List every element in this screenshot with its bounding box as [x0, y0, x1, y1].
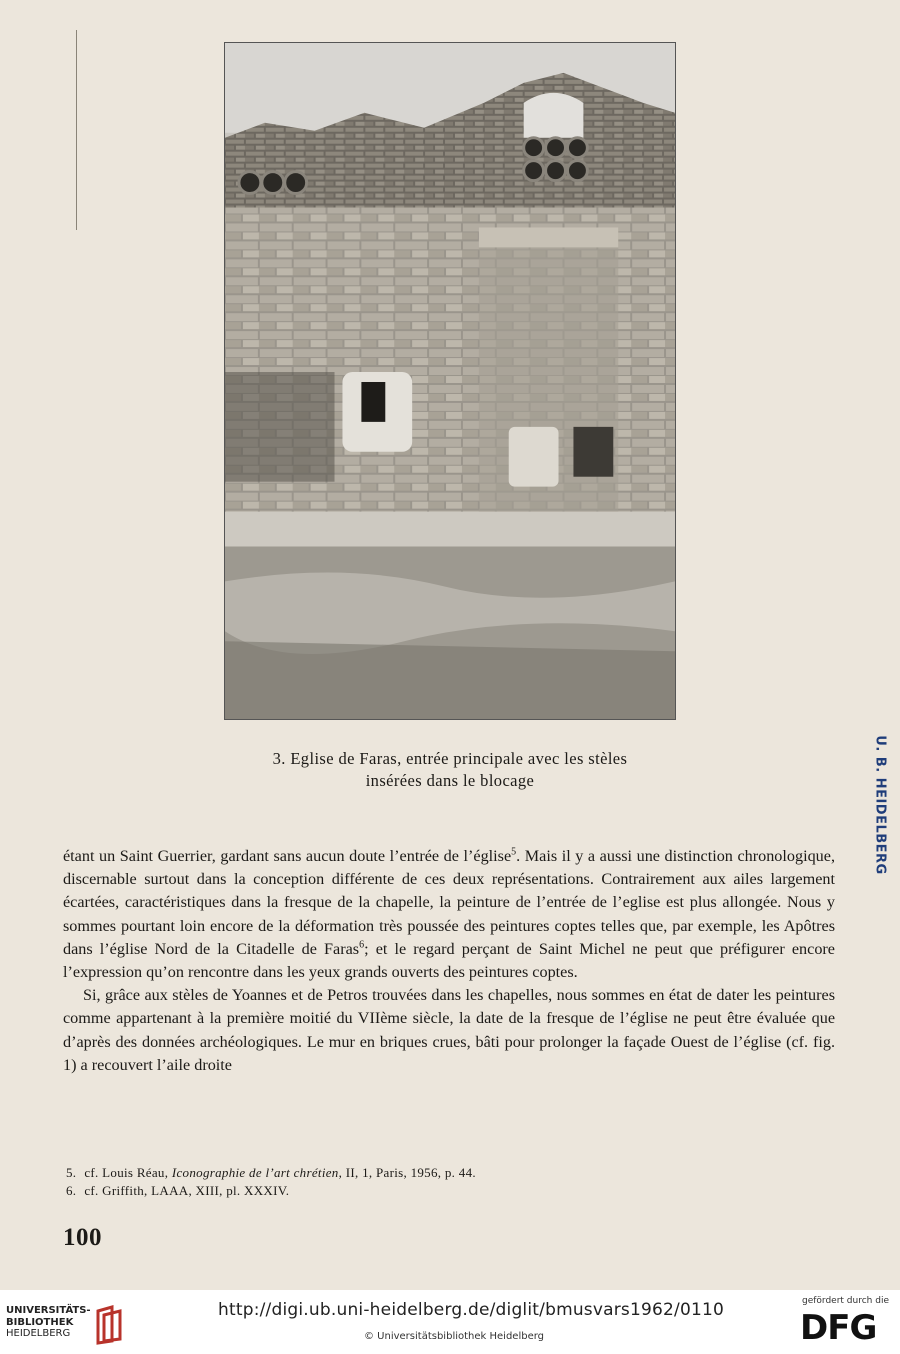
dfg-logo[interactable]: DFG [800, 1308, 877, 1348]
footnote-text: , II, 1, Paris, 1956, p. 44. [338, 1165, 476, 1180]
paragraph [63, 845, 835, 984]
church-facade-photo [224, 42, 676, 720]
footnote-ref[interactable]: 5 [511, 846, 517, 858]
stamp-text: U. B. HEIDELBERG [872, 735, 888, 875]
footnotes [66, 1164, 766, 1200]
page-number: 100 [63, 1224, 102, 1251]
footnote-text: cf. Griffith, LAAA, XIII, pl. XXXIV. [84, 1183, 290, 1198]
library-stamp [866, 730, 894, 880]
footnote-number: 5. [66, 1165, 77, 1180]
footnote-number: 6. [66, 1183, 77, 1198]
figure-caption [150, 748, 750, 792]
text-run: étant un Saint Guerrier, gardant sans aucun doute l’entrée de l’église [63, 847, 512, 865]
funder-label: gefördert durch die [802, 1296, 889, 1306]
ub-mark-icon [94, 1305, 124, 1345]
crop-mark [76, 30, 77, 230]
caption-line: insérées dans le blocage [365, 771, 535, 790]
footnote-title: Iconographie de l’art chrétien [171, 1165, 339, 1180]
footnote-text: cf. Louis Réau, [84, 1165, 172, 1180]
institution-line: UNIVERSITÄTS- [6, 1305, 91, 1316]
footnote [66, 1164, 766, 1182]
institution-name [6, 1305, 91, 1340]
footnote [66, 1182, 766, 1200]
body-text [63, 845, 835, 1077]
paragraph: Si, grâce aux stèles de Yoannes et de Petros trouvées dans les chapelles, nous sommes en état de dater les peintures comme appartenant à la première moitié du VIIème siècle, la date de la fresque de l’église ne peut être évaluée que d’après des données archéologiques. Le mur en briques crues, bâti pour prolonger la façade Ouest de l’église (cf. fig. 1) a recouvert l’aile droite [63, 986, 835, 1074]
page-url-link[interactable]: http://digi.ub.uni-heidelberg.de/diglit/bmusvars1962/0110 [218, 1300, 725, 1320]
viewer-footer [0, 1290, 900, 1354]
institution-line: HEIDELBERG [6, 1328, 71, 1339]
institution-line: BIBLIOTHEK [6, 1316, 74, 1328]
text-run: ; et le regard perçant de Saint Michel ne peut que préfigurer encore l’expression qu’on rencontre dans les yeux grands ouverts des peintures coptes. [63, 939, 835, 982]
ub-heidelberg-logo[interactable] [6, 1305, 124, 1345]
footnote-ref[interactable]: 6 [359, 939, 365, 951]
text-run: . Mais il y a aussi une distinction chronologique, discernable surtout dans la conception différente de ces deux représentations. Contrairement aux ailes largement écartées, caractéristiques dans la fresque de la chapelle, la peinture de l’entrée de l’eglise est plus allongée. Nous y sommes pourtant loin encore de la déformation très poussée des peintures coptes telles que, par exemple, les Apôtres dans l’église Nord de la Citadelle de Faras [63, 847, 835, 958]
copyright-notice: © Universitätsbibliothek Heidelberg [364, 1331, 545, 1342]
caption-line: 3. Eglise de Faras, entrée principale avec les stèles [272, 749, 628, 768]
